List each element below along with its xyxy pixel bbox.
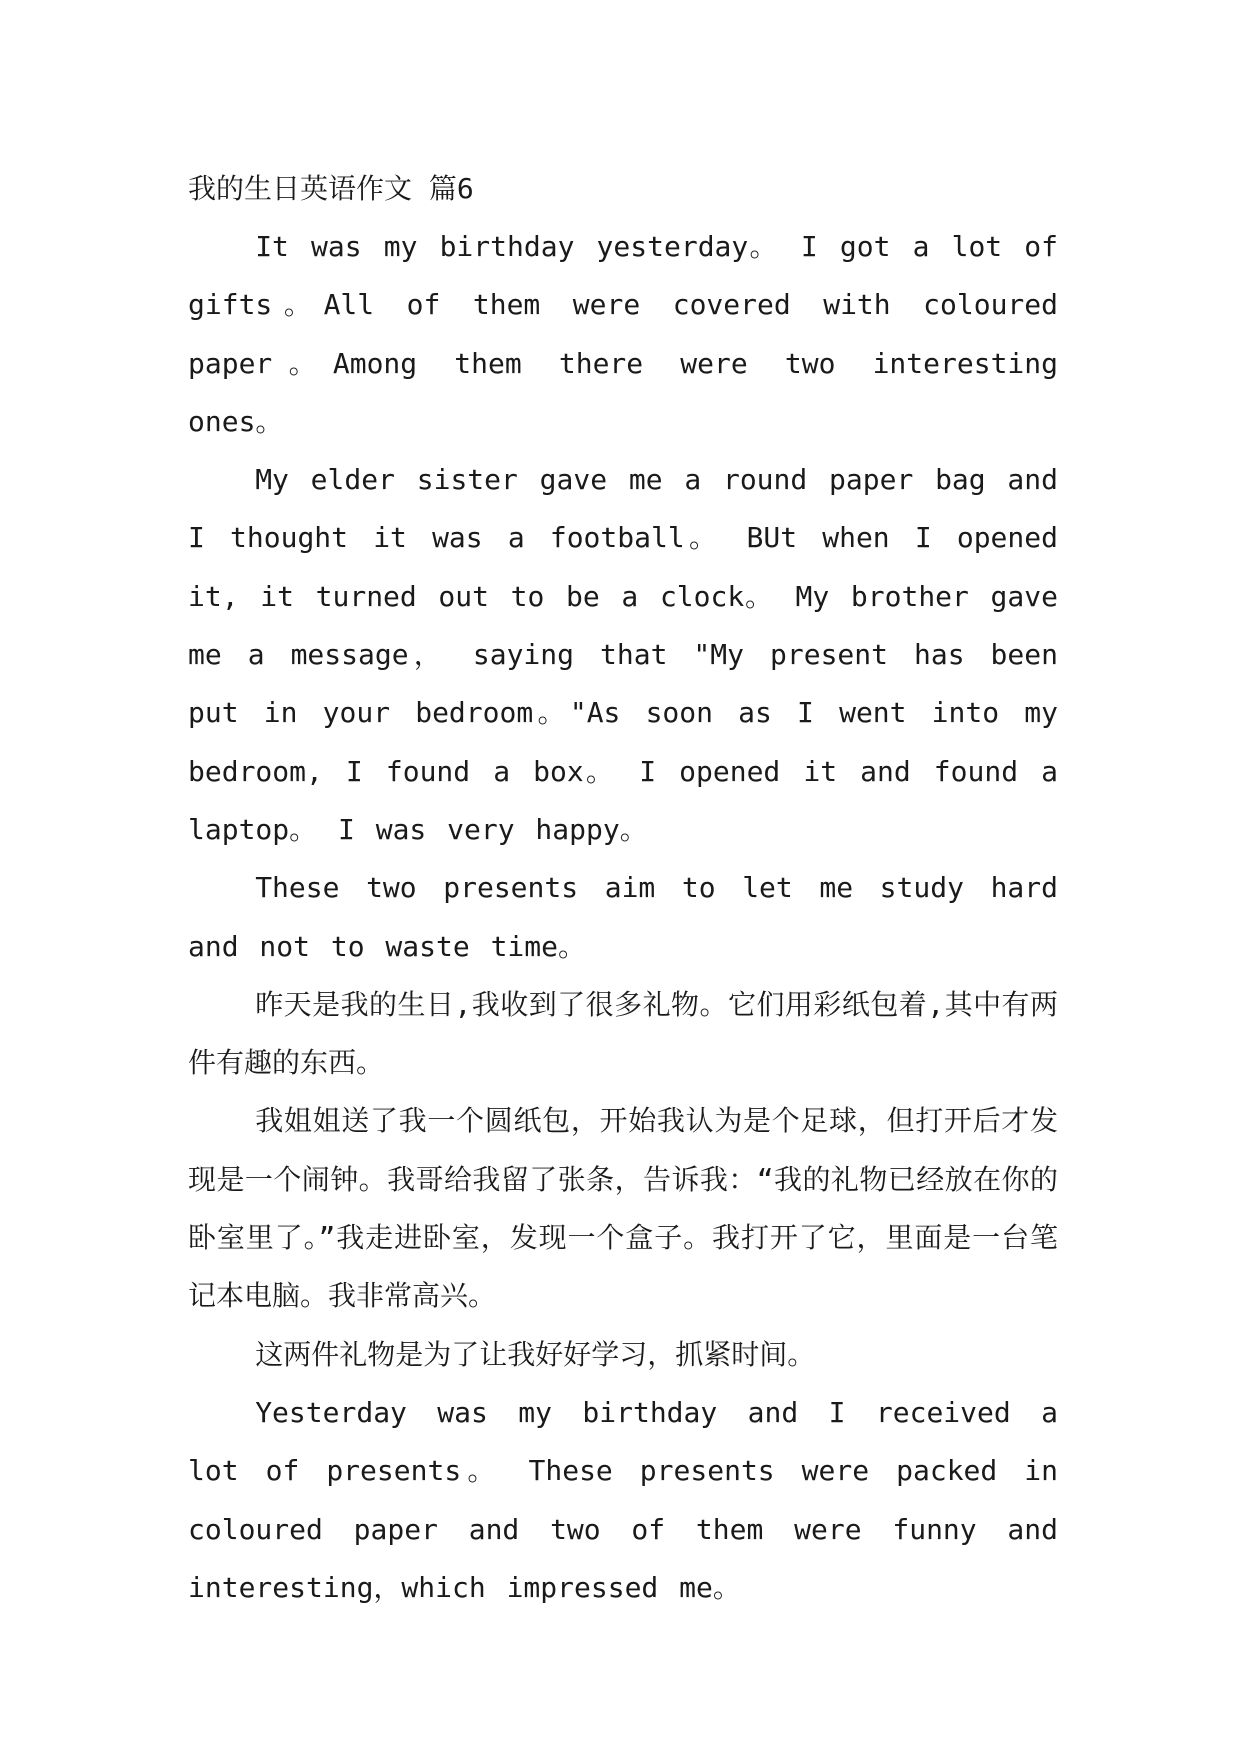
paragraph-chinese-intro: 昨天是我的生日,我收到了很多礼物。它们用彩纸包着,其中有两件有趣的东西。 bbox=[188, 987, 1058, 1080]
paragraph-english-purpose: These two presents aim to let me study hard and not to waste time。 bbox=[188, 871, 1058, 963]
document-title: 我的生日英语作文 篇6 bbox=[188, 172, 474, 205]
paragraph-chinese-gifts: 我姐姐送了我一个圆纸包，开始我认为是个足球，但打开后才发现是一个闹钟。我哥给我留了张条，告诉我：“我的礼物已经放在你的卧室里了。”我走进卧室，发现一个盒子。我打开了它，里面是一台笔记本电脑。我非常高兴。 bbox=[188, 1104, 1058, 1313]
paragraph-english-summary: Yesterday was my birthday and I received a lot of presents。 These presents were packed in coloured paper and two of them were funny and interesting，which impressed me。 bbox=[188, 1395, 1058, 1604]
paragraph-chinese-purpose: 这两件礼物是为了让我好好学习，抓紧时间。 bbox=[255, 1337, 816, 1371]
paragraph-english-gifts: My elder sister gave me a round paper bag and I thought it was a football。 BUt when I opened it, it turned out to be a clock。 My brother gave me a message， saying that "My present has been put in your bedroom。"As soon as I went into my bedroom, I found a box。 I opened it and found a laptop。 I was very happy。 bbox=[188, 463, 1058, 846]
document-page bbox=[188, 160, 1058, 1617]
paragraph-english-intro: It was my birthday yesterday。 I got a lot of gifts。All of them were covered with coloured paper。Among them there were two interesting ones。 bbox=[188, 230, 1058, 438]
